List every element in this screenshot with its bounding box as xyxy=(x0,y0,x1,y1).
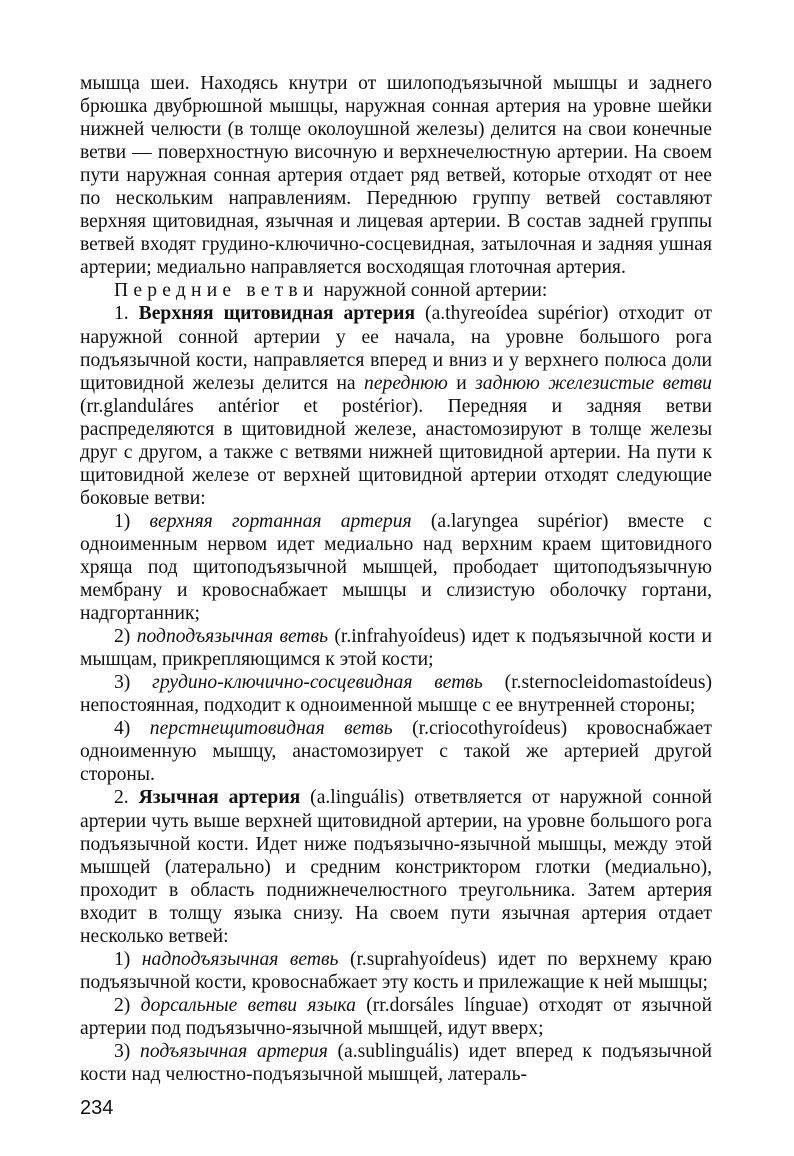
italic-term: переднюю xyxy=(364,372,448,394)
paragraph xyxy=(80,717,712,786)
text-run: наружной сонной артерии: xyxy=(318,280,548,302)
text-run: мышца шеи. Находясь кнутри от шилоподъязычной мышцы и заднего брюшка двубрюшной мышцы, наружная сонная артерия на уровне шейки нижней челюсти (в толще околоушной железы) делится на свои конечные ветви — поверхностную височную и верхнечелюстную артерии. На своем пути наружная сонная артерия отдает ряд ветвей, которые отходят от нее по нескольким направлениям. Переднюю группу ветвей составляют верхняя щитовидная, язычная и лицевая артерии. В состав задней группы ветвей входят грудино-ключично-сосцевидная, затылочная и задняя ушная артерии; медиально направляется восходящая глоточная артерия. xyxy=(80,73,712,279)
text-run: (r.criocothyroídeus) кровоснабжает одноименную мышцу, анастомозирует с такой же артерией другой стороны. xyxy=(80,718,712,786)
paragraph xyxy=(80,948,712,994)
bold-term: Язычная артерия xyxy=(138,787,301,809)
paragraph xyxy=(80,625,712,671)
text-run: (a.linguális) ответвляется от наружной сонной артерии чуть выше верхней щитовидной артерии, на уровне большого рога подъязычной кости. Идет ниже подъязычно-язычной мышцы, между этой мышцей (латерально) и средним констриктором глотки (медиально), проходит в область поднижнечелюстного треугольника. Затем артерия входит в толщу языка снизу. На своем пути язычная артерия отдает несколько ветвей: xyxy=(80,787,713,947)
italic-term: дорсальные ветви языка xyxy=(140,994,356,1016)
text-run: 2) xyxy=(114,626,137,648)
text-run: (r.suprahyoídeus) идет по верхнему краю подъязычной кости, кровоснабжает эту кость и прилежащие к ней мышцы; xyxy=(80,948,712,993)
italic-term: перстнещитовидная ветвь xyxy=(149,718,393,740)
text-run: и xyxy=(447,372,476,394)
text-run: 3) xyxy=(114,672,153,694)
italic-term: подподъязычная ветвь xyxy=(136,626,328,648)
text-run: 4) xyxy=(114,718,150,740)
italic-term: грудино-ключично-сосцевидная ветвь xyxy=(152,672,483,694)
text-run: 2. xyxy=(114,787,139,809)
italic-term: надподъязычная ветвь xyxy=(141,948,339,970)
italic-term: подъязычная артерия xyxy=(140,1040,328,1062)
text-run: (a.sublinguális) идет вперед к подъязычной кости над челюстно-подъязычной мышцей, латераль- xyxy=(80,1040,712,1086)
text-run: (a.thyreoídea supérior) отходит от наружной сонной артерии у ее начала, на уровне большого рога подъязычной кости, направляется вперед и вниз и у верхнего полюса доли щитовидной железы делится на xyxy=(80,303,712,394)
text-run: (r.infrahyoídeus) идет к подъязычной кости и мышцам, прикрепляющимся к этой кости; xyxy=(80,626,712,671)
spaced-heading: Передние ветви xyxy=(114,280,319,302)
text-run: (a.laryngea supérior) вместе с одноименным нервом идет медиально над верхним краем щитовидного хряща под щитоподъязычной мышцей, прободает щитоподъязычную мембрану и кровоснабжает мышцы и слизистую оболочку гортани, надгортанник; xyxy=(80,510,712,625)
paragraph xyxy=(80,279,712,302)
paragraph xyxy=(80,671,712,717)
paragraph xyxy=(80,1040,712,1086)
text-run: 3) xyxy=(114,1040,141,1062)
bold-term: Верхняя щитовидная артерия xyxy=(138,303,416,325)
page-number: 234 xyxy=(80,1097,114,1119)
paragraph xyxy=(80,510,712,625)
paragraph xyxy=(80,786,712,947)
paragraph xyxy=(80,72,712,279)
paragraph xyxy=(80,302,712,509)
text-run: (r.sternocleidomastoídeus) непостоянная, подходит к одноименной мышце с ее внутренней стороны; xyxy=(80,672,712,717)
text-run: (rr.dorsáles línguae) отходят от язычной артерии под подъязычно-язычной мышцей, идут вверх; xyxy=(80,994,712,1039)
text-run: 1) xyxy=(114,948,142,970)
text-run: 1. xyxy=(114,303,139,325)
text-run: 2) xyxy=(114,994,141,1016)
italic-term: заднюю железистые ветви xyxy=(475,372,712,394)
paragraph xyxy=(80,994,712,1040)
text-run: 1) xyxy=(114,510,150,532)
text-run: (rr.glanduláres antérior et postérior). Передняя и задняя ветви распределяются в щитовидной железе, анастомозируют в толще железы друг с другом, а также с ветвями нижней щитовидной артерии. На пути к щитовидной железе от верхней щитовидной артерии отходят следующие боковые ветви: xyxy=(80,395,712,509)
body-text xyxy=(80,72,712,1086)
italic-term: верхняя гортанная артерия xyxy=(149,510,412,532)
